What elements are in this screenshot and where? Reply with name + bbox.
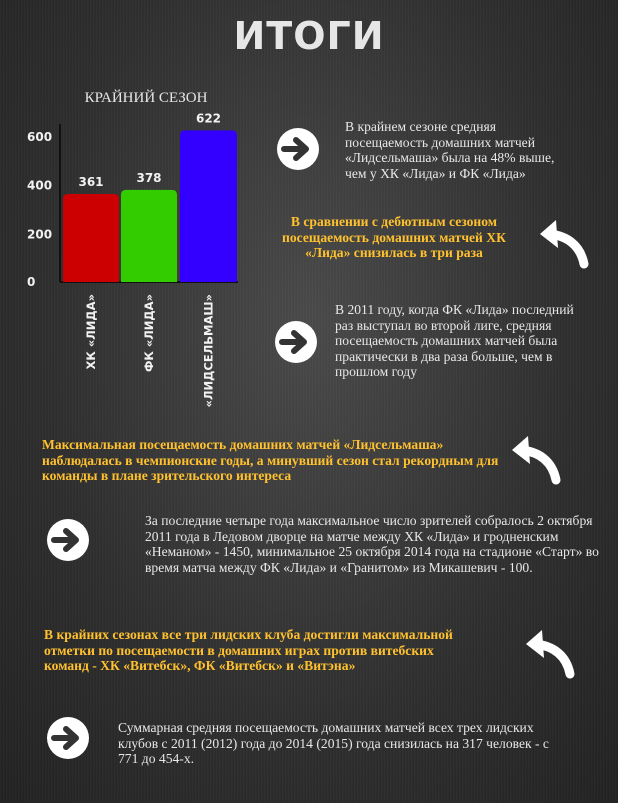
text-block-1: В крайнем сезоне средняя посещаемость домашних матчей «Лидсельмаша» была на 48% выше, чем у ХК «Лида» и ФК «Лида» [345,119,555,181]
text-block-3: В 2011 году, когда ФК «Лида» последний раз выступал во второй лиге, средняя посещаемость домашних матчей была практически в два раза больше, чем в прошлом году [335,302,574,380]
right-arrow-icon [277,128,319,170]
text-block-5: За последние четыре года максимальное число зрителей собралось 2 октября 2011 года в Ледовом дворце на матче между ХК «Лида» и гродненским «Неманом» - 1450, минимальное 25 октября 2014 года на стадионе «Старт» во время матча между ФК «Лида» и «Гранитом» из Микашевич - 100. [145,513,599,575]
text-block-4: Максимальная посещаемость домашних матчей «Лидсельмаша» наблюдалась в чемпионские годы, а минувший сезон стал рекордным для команды в плане зрительского интереса [42,437,499,484]
y-tick-label: 600 [27,129,53,144]
x-tick-label: ФК «ЛИДА» [142,294,156,372]
bar [63,194,119,282]
x-tick-label: «ЛИДСЕЛЬМАШ» [201,294,216,408]
bar-chart [0,80,260,410]
x-tick-label: ХК «ЛИДА» [84,294,98,370]
right-arrow-icon [47,519,89,561]
bar [121,190,177,282]
curved-arrow-icon [508,430,564,486]
curved-arrow-icon [522,624,578,680]
bar [180,130,237,282]
bar-value-label: 622 [195,111,222,126]
text-block-7: Суммарная средняя посещаемость домашних матчей всех трех лидских клубов с 2011 (2012) года до 2014 (2015) года снизилась на 317 человек - с 771 до 454-х. [118,720,549,767]
chart-title: КРАЙНИЙ СЕЗОН [84,90,208,106]
text-block-6: В крайних сезонах все три лидских клуба достигли максимальной отметки по посещаемости в домашних играх против витебских команд - ХК «Витебск», ФК «Витебск» и «Витэна» [44,627,453,674]
y-tick-label: 0 [27,275,36,289]
y-tick-label: 400 [27,178,53,193]
curved-arrow-icon [536,214,592,270]
right-arrow-icon [275,321,317,363]
text-block-2: В сравнении с дебютным сезоном посещаемость домашних матчей ХК «Лида» снизилась в три раза [282,214,506,261]
bar-value-label: 361 [78,175,104,190]
right-arrow-icon [47,717,89,759]
page-title: ИТОГИ [233,14,385,58]
bar-value-label: 378 [136,170,162,185]
y-tick-label: 200 [27,227,53,242]
